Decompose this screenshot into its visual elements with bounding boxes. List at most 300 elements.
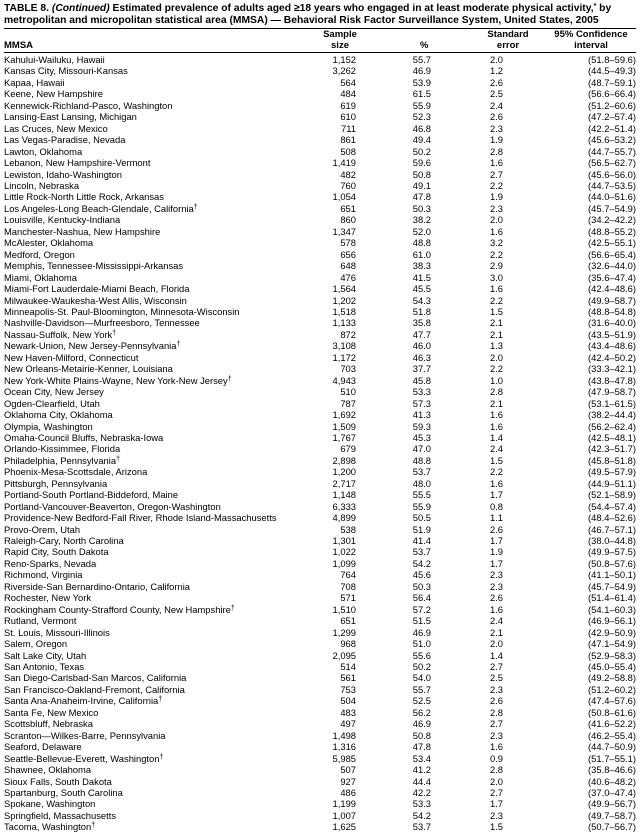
sample-size-cell: 651 bbox=[340, 615, 356, 627]
standard-error-cell: 2.3 bbox=[489, 122, 503, 134]
mmsa-name: Kahului-Wailuku, Hawaii bbox=[4, 54, 105, 65]
percent-cell: 53.9 bbox=[412, 76, 431, 88]
dagger-footnote-marker: † bbox=[176, 341, 181, 349]
percent-cell: 55.9 bbox=[412, 99, 431, 111]
table-row bbox=[4, 684, 640, 695]
column-header-standard-error bbox=[480, 29, 536, 51]
mmsa-name: New Haven-Milford, Connecticut bbox=[4, 351, 139, 363]
percent-cell: 51.9 bbox=[412, 523, 431, 535]
sample-size-cell: 504 bbox=[340, 695, 356, 707]
dagger-footnote-marker: † bbox=[112, 329, 117, 337]
sample-size-cell: 4,943 bbox=[332, 374, 356, 386]
mmsa-cell bbox=[4, 821, 316, 832]
sample-size-cell: 1,509 bbox=[332, 420, 356, 432]
mmsa-cell bbox=[4, 352, 316, 363]
confidence-interval-cell: (47.2–57.4) bbox=[588, 111, 636, 123]
mmsa-cell bbox=[4, 684, 316, 695]
percent-cell: 61.5 bbox=[412, 88, 431, 100]
mmsa-cell bbox=[4, 157, 316, 168]
mmsa-name: Raleigh-Cary, North Carolina bbox=[4, 535, 124, 547]
percent-cell: 55.5 bbox=[412, 489, 431, 501]
dagger-footnote-marker: † bbox=[193, 203, 198, 211]
standard-error-cell: 2.6 bbox=[489, 695, 503, 707]
mmsa-cell bbox=[4, 455, 316, 466]
standard-error-cell: 1.7 bbox=[489, 557, 503, 569]
dagger-footnote-marker: † bbox=[91, 822, 96, 830]
confidence-interval-cell: (44.7–53.5) bbox=[588, 179, 636, 191]
mmsa-name: Las Cruces, New Mexico bbox=[4, 122, 108, 134]
table-row bbox=[4, 123, 640, 134]
mmsa-name: Oklahoma City, Oklahoma bbox=[4, 409, 113, 421]
confidence-interval-cell: (42.2–51.4) bbox=[588, 122, 636, 134]
mmsa-name: Memphis, Tennessee-Mississippi-Arkansas bbox=[4, 260, 184, 272]
percent-cell: 41.5 bbox=[412, 271, 431, 283]
confidence-interval-cell: (48.8–54.8) bbox=[588, 305, 636, 317]
mmsa-cell bbox=[4, 615, 316, 626]
percent-cell: 56.4 bbox=[412, 592, 431, 604]
table-row bbox=[4, 260, 640, 271]
sample-size-cell: 1,299 bbox=[332, 626, 356, 638]
sample-size-cell: 2,898 bbox=[332, 454, 356, 466]
percent-cell: 55.7 bbox=[412, 54, 431, 65]
table-row bbox=[4, 558, 640, 569]
mmsa-name: Phoenix-Mesa-Scottsdale, Arizona bbox=[4, 466, 148, 478]
table-row bbox=[4, 317, 640, 328]
standard-error-cell: 2.3 bbox=[489, 729, 503, 741]
sample-size-cell: 651 bbox=[340, 202, 356, 214]
mmsa-name: Newark-Union, New Jersey-Pennsylvania bbox=[4, 340, 177, 352]
standard-error-cell: 2.3 bbox=[489, 809, 503, 821]
standard-error-cell: 2.0 bbox=[489, 638, 503, 650]
mmsa-cell bbox=[4, 260, 316, 271]
table-row bbox=[4, 203, 640, 214]
table-row bbox=[4, 306, 640, 317]
sample-size-cell: 2,095 bbox=[332, 649, 356, 661]
standard-error-cell: 2.5 bbox=[489, 672, 503, 684]
mmsa-cell bbox=[4, 512, 316, 523]
confidence-interval-cell: (54.1–60.3) bbox=[588, 603, 636, 615]
mmsa-name: Manchester-Nashua, New Hampshire bbox=[4, 225, 161, 237]
table-row bbox=[4, 466, 640, 477]
table-row bbox=[4, 409, 640, 420]
standard-error-cell: 1.5 bbox=[489, 305, 503, 317]
ge-symbol: ≥ bbox=[293, 3, 300, 14]
sample-size-cell: 510 bbox=[340, 386, 356, 398]
standard-error-cell: 2.7 bbox=[489, 168, 503, 180]
sample-size-cell: 860 bbox=[340, 214, 356, 226]
mmsa-cell bbox=[4, 592, 316, 603]
table-row bbox=[4, 798, 640, 809]
mmsa-name: Keene, New Hampshire bbox=[4, 88, 104, 100]
mmsa-cell bbox=[4, 581, 316, 592]
standard-error-cell: 1.6 bbox=[489, 157, 503, 169]
standard-error-cell: 3.2 bbox=[489, 237, 503, 249]
mmsa-name: Olympia, Washington bbox=[4, 420, 93, 432]
percent-cell: 55.9 bbox=[412, 500, 431, 512]
standard-error-cell: 2.2 bbox=[489, 248, 503, 260]
column-header-percent: % bbox=[420, 40, 429, 51]
percent-cell: 44.4 bbox=[412, 775, 431, 787]
sample-size-cell: 1,007 bbox=[332, 809, 356, 821]
standard-error-cell: 1.3 bbox=[489, 340, 503, 352]
mmsa-name: Reno-Sparks, Nevada bbox=[4, 557, 97, 569]
table-row bbox=[4, 398, 640, 409]
mmsa-name: Los Angeles-Long Beach-Glendale, California bbox=[4, 202, 194, 214]
table-row bbox=[4, 776, 640, 787]
standard-error-cell: 2.0 bbox=[489, 214, 503, 226]
mmsa-cell bbox=[4, 272, 316, 283]
sample-size-cell: 4,899 bbox=[332, 512, 356, 524]
percent-cell: 50.3 bbox=[412, 580, 431, 592]
mmsa-name: Seattle-Bellevue-Everett, Washington bbox=[4, 752, 160, 764]
sample-size-cell: 872 bbox=[340, 328, 356, 340]
sample-size-cell: 1,099 bbox=[332, 557, 356, 569]
confidence-interval-cell: (52.9–58.3) bbox=[588, 649, 636, 661]
mmsa-cell bbox=[4, 421, 316, 432]
mmsa-cell bbox=[4, 340, 316, 351]
column-header-mmsa: MMSA bbox=[4, 40, 34, 51]
table-row bbox=[4, 54, 640, 65]
mmsa-cell bbox=[4, 466, 316, 477]
mmsa-name: Louisville, Kentucky-Indiana bbox=[4, 214, 121, 226]
standard-error-cell: 2.2 bbox=[489, 179, 503, 191]
standard-error-cell: 2.7 bbox=[489, 661, 503, 673]
table-row bbox=[4, 489, 640, 500]
confidence-interval-cell: (33.3–42.1) bbox=[588, 363, 636, 375]
percent-cell: 38.2 bbox=[412, 214, 431, 226]
sample-size-cell: 561 bbox=[340, 672, 356, 684]
percent-cell: 48.8 bbox=[412, 454, 431, 466]
standard-error-cell: 2.6 bbox=[489, 523, 503, 535]
mmsa-cell bbox=[4, 54, 316, 65]
mmsa-cell bbox=[4, 191, 316, 202]
confidence-interval-cell: (42.5–48.1) bbox=[588, 431, 636, 443]
standard-error-cell: 1.7 bbox=[489, 535, 503, 547]
sample-size-cell: 1,054 bbox=[332, 191, 356, 203]
mmsa-cell bbox=[4, 65, 316, 76]
sample-size-line1: Sample bbox=[323, 29, 357, 40]
sample-size-cell: 484 bbox=[340, 88, 356, 100]
percent-cell: 54.2 bbox=[412, 809, 431, 821]
percent-cell: 50.8 bbox=[412, 168, 431, 180]
mmsa-cell bbox=[4, 489, 316, 500]
mmsa-cell bbox=[4, 650, 316, 661]
percent-cell: 42.2 bbox=[412, 787, 431, 798]
confidence-interval-cell: (45.8–51.8) bbox=[588, 454, 636, 466]
percent-cell: 45.3 bbox=[412, 431, 431, 443]
table-row bbox=[4, 352, 640, 363]
standard-error-cell: 1.4 bbox=[489, 649, 503, 661]
sample-size-cell: 1,172 bbox=[332, 351, 356, 363]
confidence-interval-cell: (49.5–57.9) bbox=[588, 466, 636, 478]
column-header-sample-size bbox=[318, 29, 362, 51]
percent-cell: 56.2 bbox=[412, 706, 431, 718]
percent-cell: 46.9 bbox=[412, 626, 431, 638]
table-row bbox=[4, 501, 640, 512]
mmsa-cell bbox=[4, 443, 316, 454]
percent-cell: 51.0 bbox=[412, 638, 431, 650]
confidence-interval-line1: 95% Confidence bbox=[554, 29, 628, 40]
standard-error-cell: 2.8 bbox=[489, 386, 503, 398]
mmsa-name: Lansing-East Lansing, Michigan bbox=[4, 111, 137, 123]
table-row bbox=[4, 512, 640, 523]
header-bottom-rule bbox=[4, 52, 636, 53]
mmsa-name: Spokane, Washington bbox=[4, 798, 96, 810]
table-row bbox=[4, 569, 640, 580]
standard-error-line1: Standard bbox=[487, 29, 529, 40]
standard-error-cell: 1.2 bbox=[489, 65, 503, 77]
percent-cell: 50.3 bbox=[412, 202, 431, 214]
mmsa-name: Orlando-Kissimmee, Florida bbox=[4, 443, 121, 455]
sample-size-cell: 648 bbox=[340, 260, 356, 272]
mmsa-cell bbox=[4, 398, 316, 409]
standard-error-cell: 2.1 bbox=[489, 328, 503, 340]
dagger-footnote-marker: † bbox=[227, 375, 232, 383]
standard-error-cell: 2.4 bbox=[489, 615, 503, 627]
mmsa-cell bbox=[4, 753, 316, 764]
table-row bbox=[4, 478, 640, 489]
mmsa-cell bbox=[4, 283, 316, 294]
percent-cell: 37.7 bbox=[412, 363, 431, 375]
standard-error-cell: 1.6 bbox=[489, 603, 503, 615]
table-row bbox=[4, 421, 640, 432]
confidence-interval-cell: (48.4–52.6) bbox=[588, 512, 636, 524]
confidence-interval-cell: (56.6–66.4) bbox=[588, 88, 636, 100]
percent-cell: 47.0 bbox=[412, 443, 431, 455]
confidence-interval-cell: (43.5–51.9) bbox=[588, 328, 636, 340]
table-row bbox=[4, 753, 640, 764]
mmsa-name: Sioux Falls, South Dakota bbox=[4, 775, 112, 787]
mmsa-name: Kapaa, Hawaii bbox=[4, 76, 65, 88]
confidence-interval-cell: (45.6–56.0) bbox=[588, 168, 636, 180]
mmsa-cell bbox=[4, 707, 316, 718]
sample-size-cell: 1,301 bbox=[332, 535, 356, 547]
table-row bbox=[4, 615, 640, 626]
mmsa-cell bbox=[4, 798, 316, 809]
table-row bbox=[4, 363, 640, 374]
mmsa-name: Miami, Oklahoma bbox=[4, 271, 77, 283]
percent-cell: 53.3 bbox=[412, 798, 431, 810]
table-row bbox=[4, 718, 640, 729]
sample-size-cell: 1,202 bbox=[332, 294, 356, 306]
sample-size-cell: 1,347 bbox=[332, 225, 356, 237]
table-body bbox=[4, 54, 640, 833]
confidence-interval-cell: (45.6–53.2) bbox=[588, 134, 636, 146]
percent-cell: 45.6 bbox=[412, 569, 431, 581]
standard-error-cell: 2.8 bbox=[489, 145, 503, 157]
table-row bbox=[4, 157, 640, 168]
mmsa-cell bbox=[4, 627, 316, 638]
mmsa-cell bbox=[4, 535, 316, 546]
sample-size-cell: 6,333 bbox=[332, 500, 356, 512]
confidence-interval-cell: (53.1–61.5) bbox=[588, 397, 636, 409]
standard-error-cell: 2.7 bbox=[489, 718, 503, 730]
standard-error-cell: 0.9 bbox=[489, 752, 503, 764]
table-row bbox=[4, 386, 640, 397]
standard-error-cell: 1.4 bbox=[489, 431, 503, 443]
mmsa-cell bbox=[4, 237, 316, 248]
mmsa-name: New Orleans-Metairie-Kenner, Louisiana bbox=[4, 363, 173, 375]
table-row bbox=[4, 214, 640, 225]
percent-cell: 41.4 bbox=[412, 535, 431, 547]
mmsa-cell bbox=[4, 306, 316, 317]
standard-error-cell: 2.6 bbox=[489, 592, 503, 604]
title-text-line2: by metropolitan and micropolitan statistical area (MMSA) — Behavioral Risk Factor Surveillance System, United States, 2005 bbox=[4, 3, 612, 26]
sample-size-cell: 3,108 bbox=[332, 340, 356, 352]
sample-size-cell: 679 bbox=[340, 443, 356, 455]
sample-size-cell: 927 bbox=[340, 775, 356, 787]
sample-size-cell: 787 bbox=[340, 397, 356, 409]
mmsa-name: San Diego-Carlsbad-San Marcos, California bbox=[4, 672, 187, 684]
mmsa-cell bbox=[4, 295, 316, 306]
sample-size-cell: 538 bbox=[340, 523, 356, 535]
mmsa-cell bbox=[4, 558, 316, 569]
confidence-interval-cell: (49.7–58.7) bbox=[588, 809, 636, 821]
sample-size-cell: 1,152 bbox=[332, 54, 356, 65]
confidence-interval-cell: (47.4–57.6) bbox=[588, 695, 636, 707]
standard-error-line2: error bbox=[496, 40, 520, 51]
table-row bbox=[4, 661, 640, 672]
standard-error-cell: 1.7 bbox=[489, 798, 503, 810]
confidence-interval-cell: (45.7–54.9) bbox=[588, 580, 636, 592]
mmsa-cell bbox=[4, 718, 316, 729]
standard-error-cell: 2.1 bbox=[489, 397, 503, 409]
confidence-interval-cell: (44.5–49.3) bbox=[588, 65, 636, 77]
confidence-interval-cell: (47.9–58.7) bbox=[588, 386, 636, 398]
percent-cell: 55.6 bbox=[412, 649, 431, 661]
confidence-interval-cell: (32.6–44.0) bbox=[588, 260, 636, 272]
percent-cell: 54.3 bbox=[412, 294, 431, 306]
sample-size-cell: 703 bbox=[340, 363, 356, 375]
percent-cell: 48.8 bbox=[412, 237, 431, 249]
sample-size-cell: 1,498 bbox=[332, 729, 356, 741]
mmsa-name: Lebanon, New Hampshire-Vermont bbox=[4, 157, 151, 169]
mmsa-cell bbox=[4, 100, 316, 111]
standard-error-cell: 2.2 bbox=[489, 363, 503, 375]
mmsa-cell bbox=[4, 764, 316, 775]
confidence-interval-cell: (50.8–57.6) bbox=[588, 557, 636, 569]
sample-size-cell: 1,625 bbox=[332, 821, 356, 833]
mmsa-name: Las Vegas-Paradise, Nevada bbox=[4, 134, 126, 146]
standard-error-cell: 1.1 bbox=[489, 512, 503, 524]
mmsa-cell bbox=[4, 672, 316, 683]
confidence-interval-cell: (48.8–55.2) bbox=[588, 225, 636, 237]
sample-size-cell: 578 bbox=[340, 237, 356, 249]
title-text-before: Estimated prevalence of adults aged bbox=[112, 3, 294, 14]
percent-cell: 51.8 bbox=[412, 305, 431, 317]
sample-size-cell: 711 bbox=[341, 122, 356, 134]
mmsa-name: McAlester, Oklahoma bbox=[4, 237, 94, 249]
mmsa-name: Spartanburg, South Carolina bbox=[4, 787, 123, 798]
table-row bbox=[4, 627, 640, 638]
table-row bbox=[4, 432, 640, 443]
mmsa-name: Kennewick-Richland-Pasco, Washington bbox=[4, 99, 173, 111]
percent-cell: 50.8 bbox=[412, 729, 431, 741]
percent-cell: 53.7 bbox=[412, 546, 431, 558]
dagger-footnote-marker: † bbox=[116, 455, 120, 463]
sample-size-cell: 1,022 bbox=[332, 546, 356, 558]
percent-cell: 61.0 bbox=[412, 248, 431, 260]
mmsa-name: Miami-Fort Lauderdale-Miami Beach, Florida bbox=[4, 283, 190, 295]
confidence-interval-cell: (56.6–65.4) bbox=[588, 248, 636, 260]
table-row bbox=[4, 535, 640, 546]
standard-error-cell: 2.2 bbox=[489, 294, 503, 306]
mmsa-name: Rochester, New York bbox=[4, 592, 92, 604]
mmsa-cell bbox=[4, 524, 316, 535]
mmsa-name: Little Rock-North Little Rock, Arkansas bbox=[4, 191, 164, 203]
confidence-interval-cell: (44.7–50.9) bbox=[588, 741, 636, 753]
dagger-footnote-marker: † bbox=[159, 753, 164, 761]
mmsa-name: Providence-New Bedford-Fall River, Rhode Island-Massachusetts bbox=[4, 512, 277, 524]
table-row bbox=[4, 730, 640, 741]
sample-size-cell: 610 bbox=[340, 111, 356, 123]
confidence-interval-cell: (45.0–55.4) bbox=[588, 661, 636, 673]
confidence-interval-cell: (52.1–58.9) bbox=[588, 489, 636, 501]
continued-label: (Continued) bbox=[51, 3, 110, 14]
confidence-interval-cell: (51.4–61.4) bbox=[588, 592, 636, 604]
sample-size-cell: 760 bbox=[340, 179, 356, 191]
table-row bbox=[4, 638, 640, 649]
confidence-interval-line2: interval bbox=[574, 40, 608, 51]
table-row bbox=[4, 695, 640, 706]
standard-error-cell: 1.6 bbox=[489, 409, 503, 421]
sample-size-cell: 1,316 bbox=[332, 741, 356, 753]
percent-cell: 47.8 bbox=[412, 741, 431, 753]
mmsa-name: Provo-Orem, Utah bbox=[4, 523, 81, 535]
standard-error-cell: 1.6 bbox=[489, 741, 503, 753]
mmsa-name: Nashville-Davidson—Murfreesboro, Tennessee bbox=[4, 317, 200, 329]
standard-error-cell: 1.6 bbox=[489, 477, 503, 489]
mmsa-name: Philadelphia, Pennsylvania bbox=[4, 454, 117, 466]
confidence-interval-cell: (35.6–47.4) bbox=[588, 271, 636, 283]
sample-size-cell: 5,985 bbox=[332, 752, 356, 764]
mmsa-name: Lincoln, Nebraska bbox=[4, 179, 80, 191]
mmsa-name: Omaha-Council Bluffs, Nebraska-Iowa bbox=[4, 431, 164, 443]
mmsa-cell bbox=[4, 386, 316, 397]
table-row bbox=[4, 134, 640, 145]
sample-size-cell: 1,510 bbox=[332, 603, 356, 615]
confidence-interval-cell: (49.9–58.7) bbox=[588, 294, 636, 306]
confidence-interval-cell: (43.4–48.6) bbox=[588, 340, 636, 352]
standard-error-cell: 2.8 bbox=[489, 764, 503, 776]
standard-error-cell: 1.9 bbox=[489, 191, 503, 203]
mmsa-name: Rockingham County-Strafford County, New Hampshire bbox=[4, 603, 231, 615]
mmsa-name: Riverside-San Bernardino-Ontario, California bbox=[4, 580, 191, 592]
percent-cell: 59.6 bbox=[412, 157, 431, 169]
mmsa-name: San Francisco-Oakland-Fremont, California bbox=[4, 683, 185, 695]
table-row bbox=[4, 672, 640, 683]
sample-size-cell: 1,692 bbox=[332, 409, 356, 421]
sample-size-cell: 1,518 bbox=[332, 305, 356, 317]
confidence-interval-cell: (56.5–62.7) bbox=[588, 157, 636, 169]
sample-size-cell: 497 bbox=[340, 718, 356, 730]
percent-cell: 48.0 bbox=[412, 477, 431, 489]
sample-size-cell: 753 bbox=[340, 683, 356, 695]
mmsa-name: Ogden-Clearfield, Utah bbox=[4, 397, 100, 409]
mmsa-name: Springfield, Massachusetts bbox=[4, 809, 117, 821]
standard-error-cell: 2.8 bbox=[489, 706, 503, 718]
data-table bbox=[4, 54, 640, 833]
table-row bbox=[4, 707, 640, 718]
percent-cell: 41.2 bbox=[412, 764, 431, 776]
mmsa-name: Pittsburgh, Pennsylvania bbox=[4, 477, 108, 489]
table-row bbox=[4, 272, 640, 283]
standard-error-cell: 1.6 bbox=[489, 283, 503, 295]
mmsa-cell bbox=[4, 169, 316, 180]
percent-cell: 50.2 bbox=[412, 661, 431, 673]
mmsa-cell bbox=[4, 203, 316, 214]
percent-cell: 46.8 bbox=[412, 122, 431, 134]
